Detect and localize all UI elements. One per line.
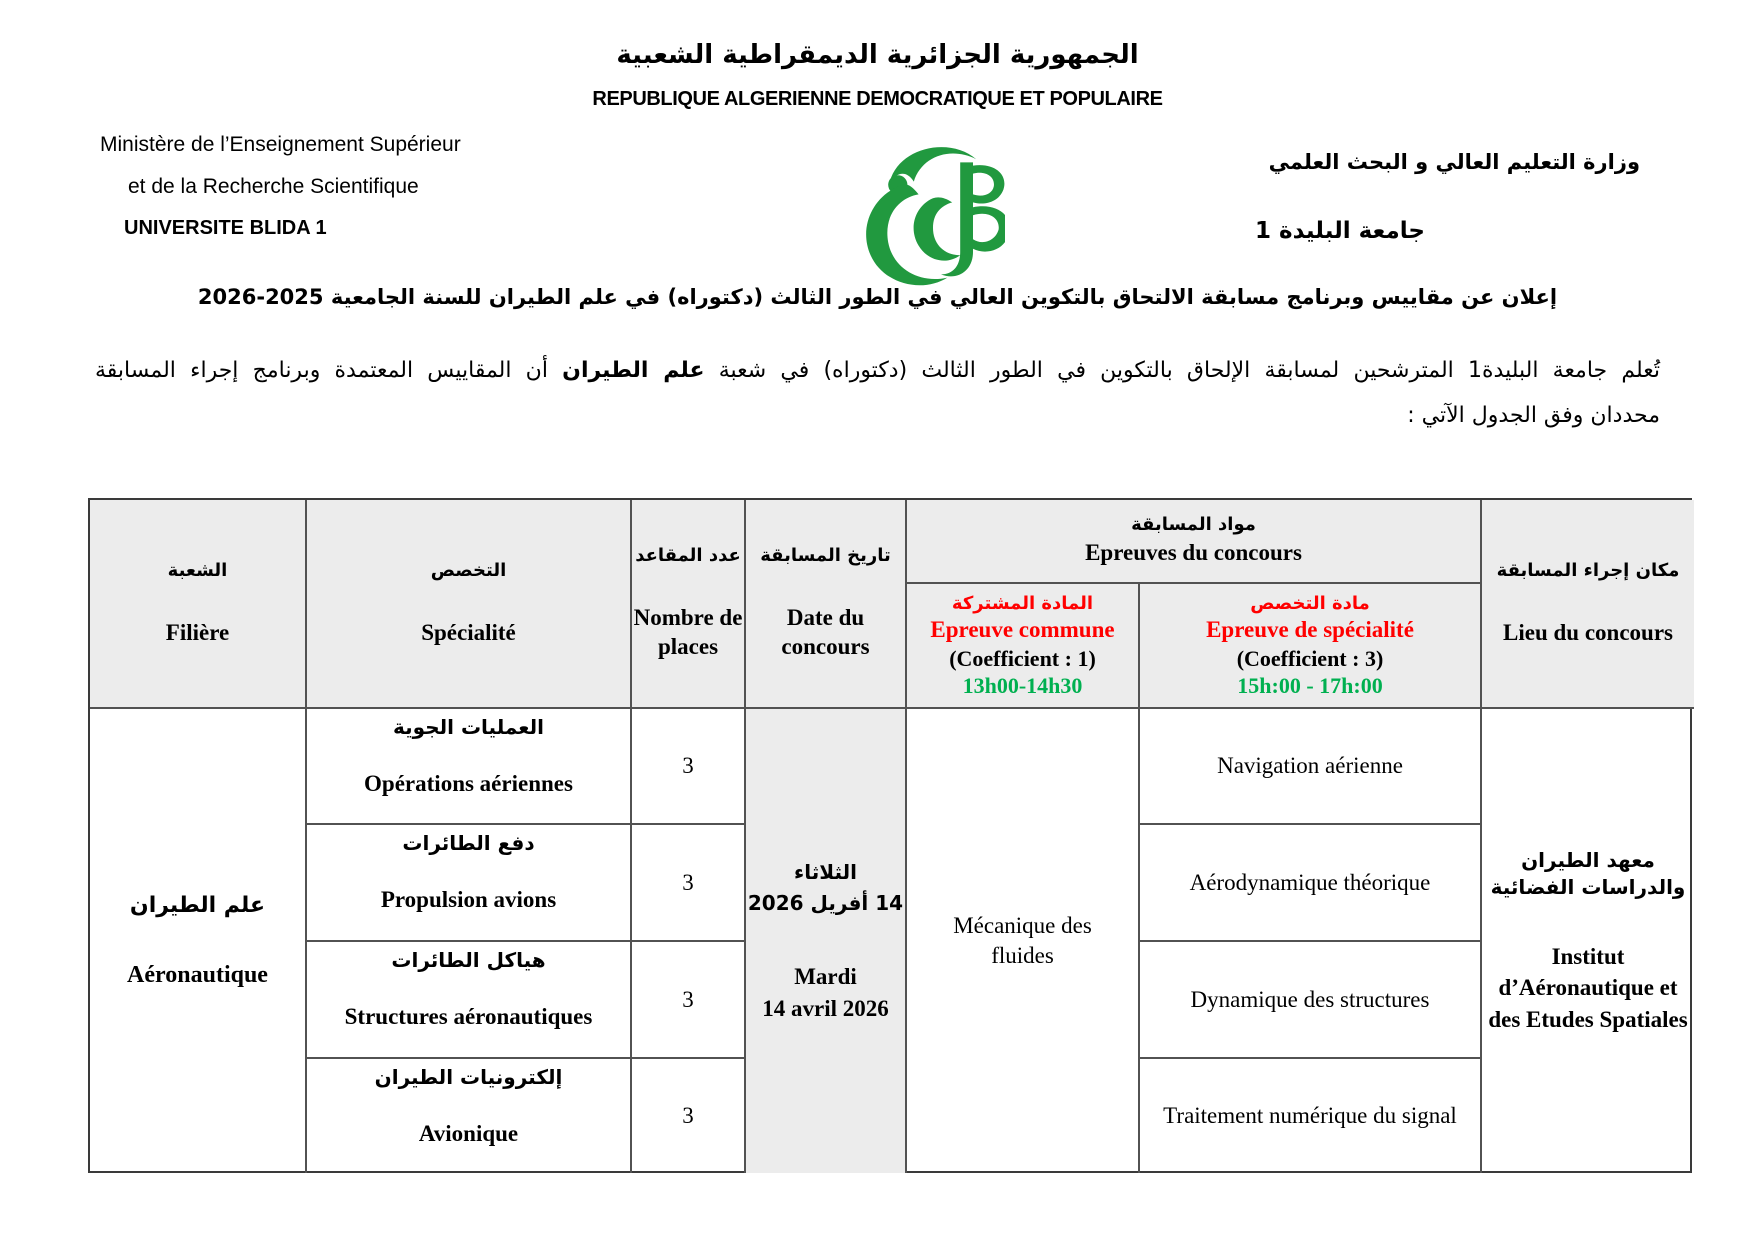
concours-table xyxy=(88,498,1692,1173)
intro-bold-field: علم الطيران xyxy=(562,358,705,383)
republic-title-french: REPUBLIQUE ALGERIENNE DEMOCRATIQUE ET POPULAIRE xyxy=(592,88,1163,110)
header-specialite-fr: Spécialité xyxy=(421,619,516,645)
spec-ar: هياكل الطائرات xyxy=(391,948,546,972)
cell-common-exam: Mécanique des fluides xyxy=(905,707,1138,1173)
cell-specialite-row2 xyxy=(305,823,630,940)
header-date xyxy=(744,500,905,707)
cell-lieu xyxy=(1480,707,1694,1173)
spec-fr: Structures aéronautiques xyxy=(344,1004,593,1029)
spec-fr: Avionique xyxy=(418,1121,519,1146)
header-places xyxy=(630,500,744,707)
filiere-ar: علم الطيران xyxy=(129,893,266,918)
intro-part2: أن المقاييس المعتمدة وبرنامج إجراء المسابقة xyxy=(95,358,563,383)
intro-line1 xyxy=(95,358,1660,383)
date-day-fr: Mardi xyxy=(794,963,857,989)
cell-exam-row3: Dynamique des structures xyxy=(1138,940,1480,1057)
university-name-french: UNIVERSITE BLIDA 1 xyxy=(124,217,327,239)
announcement-title-text: إعلان عن مقاييس وبرنامج مسابقة الالتحاق بالتكوين العالي في الطور الثالث (دكتوراه) في علم الطيران للسنة الجامعية xyxy=(330,285,1558,309)
spec-ar: العمليات الجوية xyxy=(393,715,544,739)
header-commune-coef: (Coefficient : 1) xyxy=(949,645,1096,671)
ministry-line2: et de la Recherche Scientifique xyxy=(128,175,419,198)
header-lieu xyxy=(1480,500,1694,707)
header-epreuves-ar: مواد المسابقة xyxy=(1131,514,1256,536)
cell-exam-row1: Navigation aérienne xyxy=(1138,707,1480,823)
cell-exam-row4: Traitement numérique du signal xyxy=(1138,1057,1480,1173)
header-spec-exam-time: 15h:00 - 17h:00 xyxy=(1237,673,1383,699)
header-lieu-fr: Lieu du concours xyxy=(1503,619,1673,645)
header-places-fr: Nombre de places xyxy=(633,605,743,659)
header-epreuves xyxy=(905,500,1480,582)
lieu-fr: Institut d’Aéronautique et des Etudes Spatiales xyxy=(1488,944,1688,1032)
spec-fr: Opérations aériennes xyxy=(364,771,573,796)
header-epreuve-specialite xyxy=(1138,582,1480,707)
ministry-name-arabic: وزارة التعليم العالي و البحث العلمي xyxy=(1268,150,1640,174)
header-spec-exam-coef: (Coefficient : 3) xyxy=(1236,645,1384,671)
header-specialite xyxy=(305,500,630,707)
intro-part1: تُعلم جامعة البليدة1 المترشحين لمسابقة الإلحاق بالتكوين في الطور الثالث (دكتوراه) في شعبة xyxy=(704,358,1661,383)
cell-places-row4: 3 xyxy=(630,1057,744,1173)
date-full-fr: 14 avril 2026 xyxy=(762,996,889,1021)
cell-specialite-row3 xyxy=(305,940,630,1057)
lieu-ar: معهد الطيران والدراسات الفضائية xyxy=(1490,848,1686,900)
spec-ar: إلكترونيات الطيران xyxy=(374,1065,563,1089)
header-lieu-ar: مكان إجراء المسابقة xyxy=(1496,559,1680,581)
cell-filiere xyxy=(90,707,305,1173)
cell-date xyxy=(744,707,905,1173)
date-day-ar: الثلاثاء xyxy=(794,859,857,884)
university-logo-icon xyxy=(845,136,1005,288)
cell-exam-row2: Aérodynamique théorique xyxy=(1138,823,1480,940)
intro-paragraph xyxy=(95,358,1660,428)
header-filiere xyxy=(90,500,305,707)
header-epreuve-commune xyxy=(905,582,1138,707)
cell-places-row3: 3 xyxy=(630,940,744,1057)
date-full-ar: 14 أفريل 2026 xyxy=(747,890,904,915)
header-spec-exam-fr: Epreuve de spécialité xyxy=(1206,617,1414,643)
header-spec-exam-ar: مادة التخصص xyxy=(1250,593,1370,615)
cell-specialite-row1 xyxy=(305,707,630,823)
header-epreuves-fr: Epreuves du concours xyxy=(1085,540,1302,566)
header-commune-fr: Epreuve commune xyxy=(930,617,1115,643)
header-places-ar: عدد المقاعد xyxy=(635,545,741,567)
header-commune-ar: المادة المشتركة xyxy=(951,593,1094,615)
university-name-arabic: جامعة البليدة 1 xyxy=(1255,218,1425,244)
cell-places-row1: 3 xyxy=(630,707,744,823)
announcement-title xyxy=(0,285,1755,309)
cell-specialite-row4 xyxy=(305,1057,630,1173)
header-filiere-ar: الشعبة xyxy=(167,559,228,581)
header-date-ar: تاريخ المسابقة xyxy=(760,545,891,567)
header-specialite-ar: التخصص xyxy=(430,559,507,581)
republic-title-arabic: الجمهورية الجزائرية الديمقراطية الشعبية xyxy=(616,40,1139,70)
header-date-fr: Date du concours xyxy=(781,605,870,659)
spec-fr: Propulsion avions xyxy=(380,887,557,912)
spec-ar: دفع الطائرات xyxy=(402,831,535,855)
intro-line2: محددان وفق الجدول الآتي : xyxy=(1407,403,1660,428)
ministry-line1: Ministère de l’Enseignement Supérieur xyxy=(100,133,461,156)
cell-places-row2: 3 xyxy=(630,823,744,940)
header-filiere-fr: Filière xyxy=(165,619,230,645)
header-commune-time: 13h00-14h30 xyxy=(962,673,1083,699)
filiere-fr: Aéronautique xyxy=(127,962,268,988)
announcement-title-year: 2026-2025 xyxy=(197,285,324,309)
